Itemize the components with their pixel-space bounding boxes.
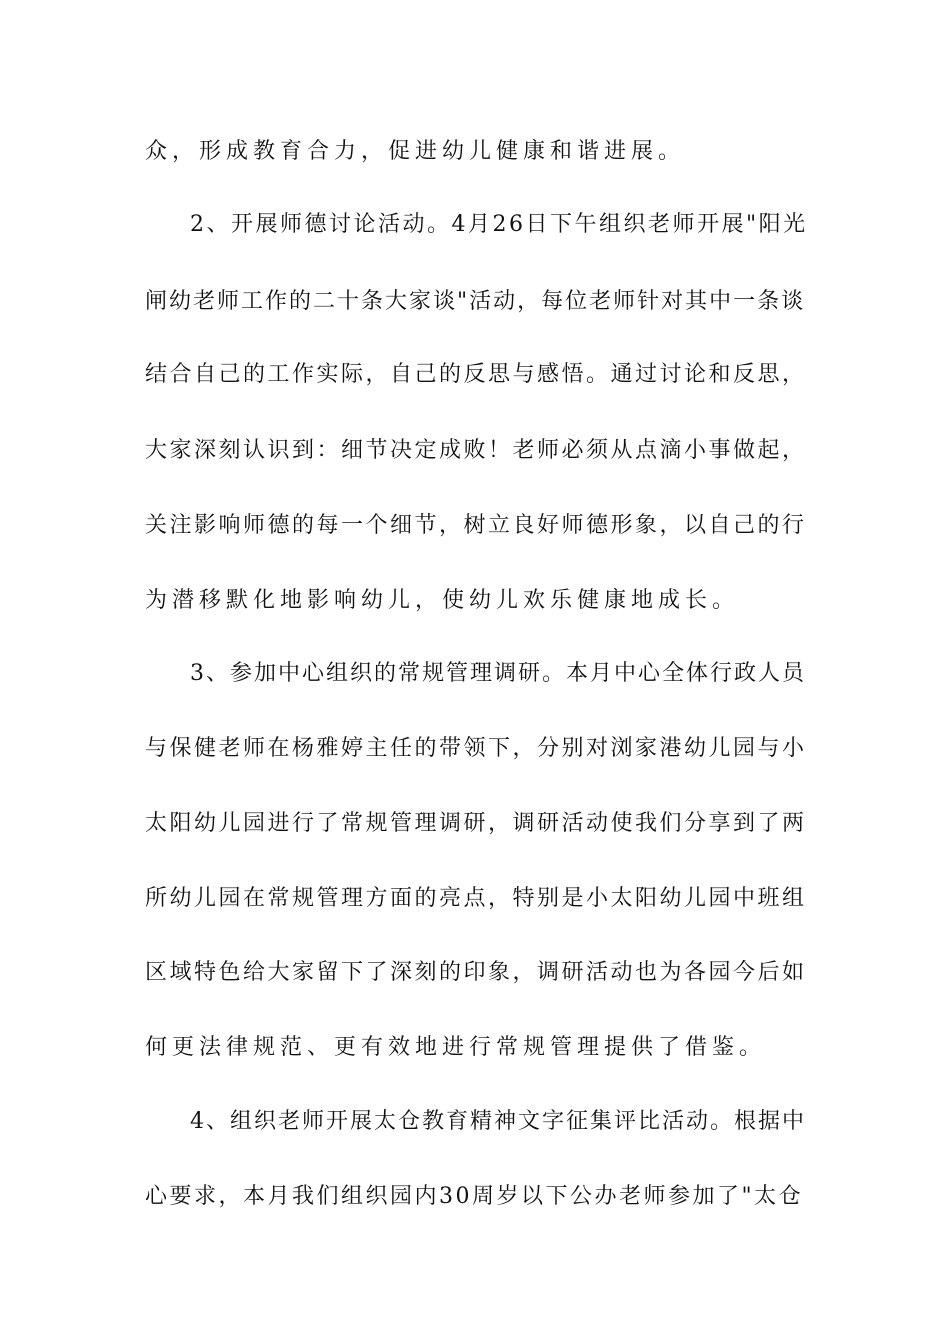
text-line: 众，形成教育合力，促进幼儿健康和谐进展。 [145,139,686,164]
text-line: 为潜移默化地影响幼儿，使幼儿欢乐健康地成长。 [145,588,740,613]
text-line: 闸幼老师工作的二十条大家谈"活动，每位老师针对其中一条谈 [145,289,806,314]
text-line: 结合自己的工作实际，自己的反思与感悟。通过讨论和反思， [145,362,807,387]
text-line: 心要求，本月我们组织园内30周岁以下公办老师参加了"太仓 [145,1184,804,1209]
text-line: 所幼儿园在常规管理方面的亮点，特别是小太阳幼儿园中班组 [145,886,807,911]
text-line: 太阳幼儿园进行了常规管理调研，调研活动使我们分享到了两 [145,811,807,836]
paragraph-2-first-line: 2、开展师德讨论活动。4月26日下午组织老师开展"阳光 [190,212,808,237]
text-line: 与保健老师在杨雅婷主任的带领下，分别对浏家港幼儿园与小 [145,736,807,761]
text-line: 何更法律规范、更有效地进行常规管理提供了借鉴。 [145,1035,767,1060]
paragraph-4-first-line: 4、组织老师开展太仓教育精神文字征集评比活动。根据中 [190,1109,806,1134]
text-line: 关注影响师德的每一个细节，树立良好师德形象，以自己的行 [145,513,807,538]
paragraph-3-first-line: 3、参加中心组织的常规管理调研。本月中心全体行政人员 [190,661,806,686]
text-line: 大家深刻认识到：细节决定成败！老师必须从点滴小事做起， [145,438,807,463]
text-line: 区域特色给大家留下了深刻的印象，调研活动也为各园今后如 [145,960,807,985]
